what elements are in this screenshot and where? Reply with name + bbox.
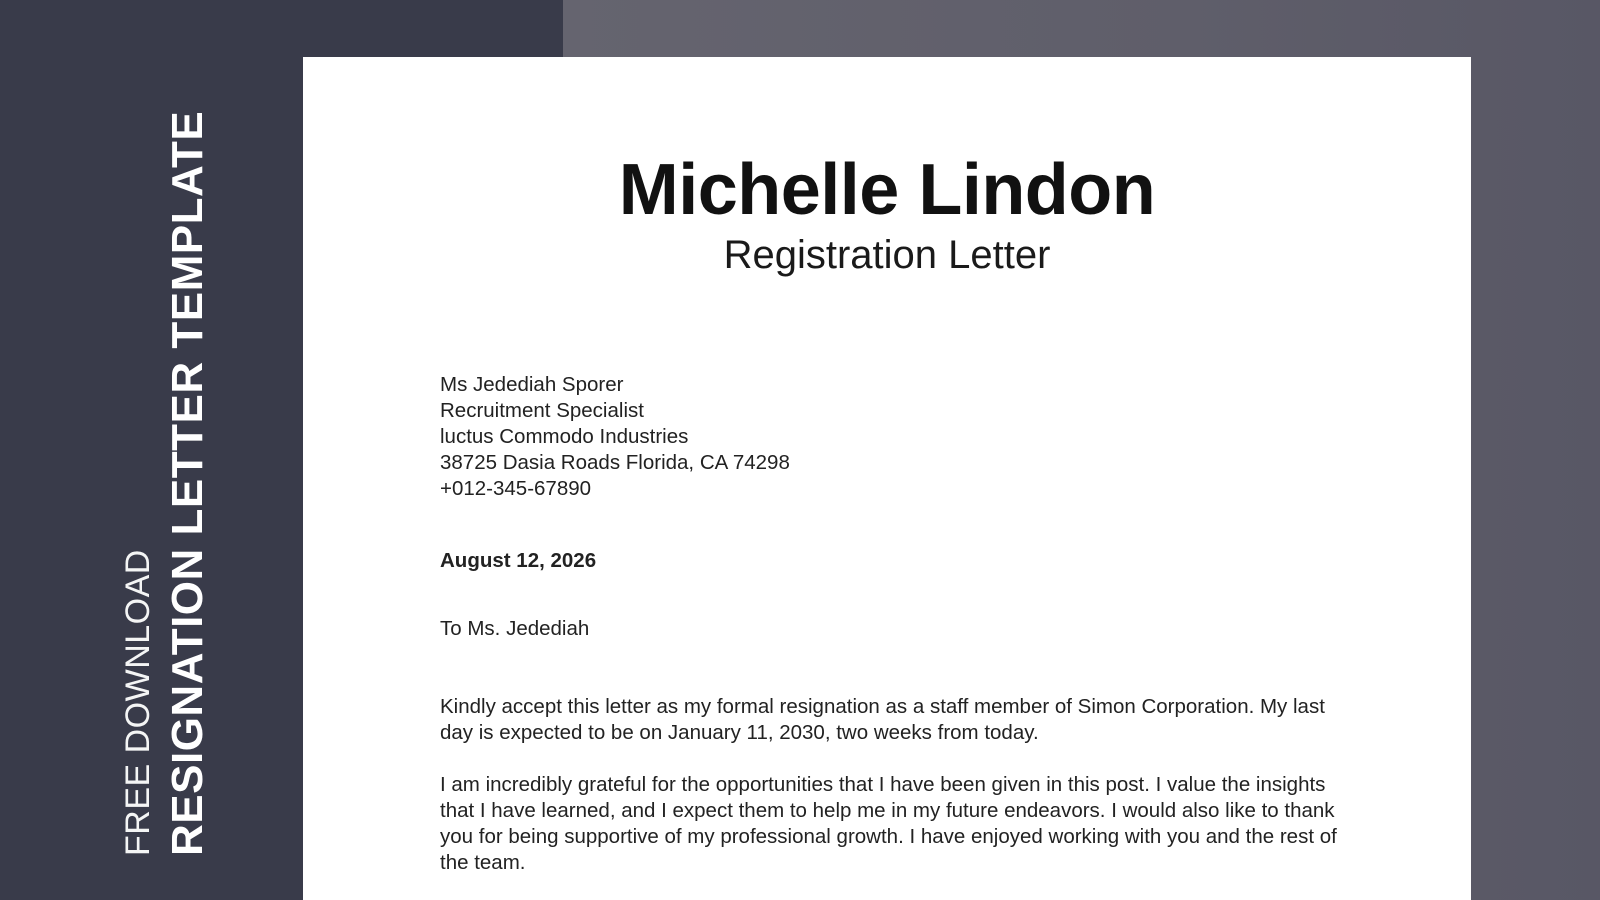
letter-page [303,57,1471,900]
recipient-name: Ms Jedediah Sporer [440,373,624,396]
letter-subtitle: Registration Letter [723,233,1051,277]
recipient-block [440,372,1350,502]
banner-template-title: RESIGNATION LETTER TEMPLATE [163,110,212,856]
recipient-address: 38725 Dasia Roads Florida, CA 74298 [440,451,790,474]
sender-name: Michelle Lindon [618,150,1156,230]
paragraph: I am incredibly grateful for the opportunities that I have been given in this post. I value the insights that I have learned, and I expect them to help me in my future endeavors. I would also like to thank you for being supportive of my professional growth. I have enjoyed working with you and the rest of the team. [440,773,1337,874]
salutation: To Ms. Jedediah [440,617,590,640]
recipient-phone: +012-345-67890 [440,477,592,500]
recipient-company: luctus Commodo Industries [440,425,689,448]
paragraph: Kindly accept this letter as my formal resignation as a staff member of Simon Corporation. My last day is expected to be on January 11, 2030, two weeks from today. [440,695,1325,744]
letter-date: August 12, 2026 [440,549,597,572]
banner-free-download: FREE DOWNLOAD [119,549,157,856]
vertical-banner [116,96,236,856]
letter-body [440,372,1350,876]
recipient-title: Recruitment Specialist [440,399,644,422]
